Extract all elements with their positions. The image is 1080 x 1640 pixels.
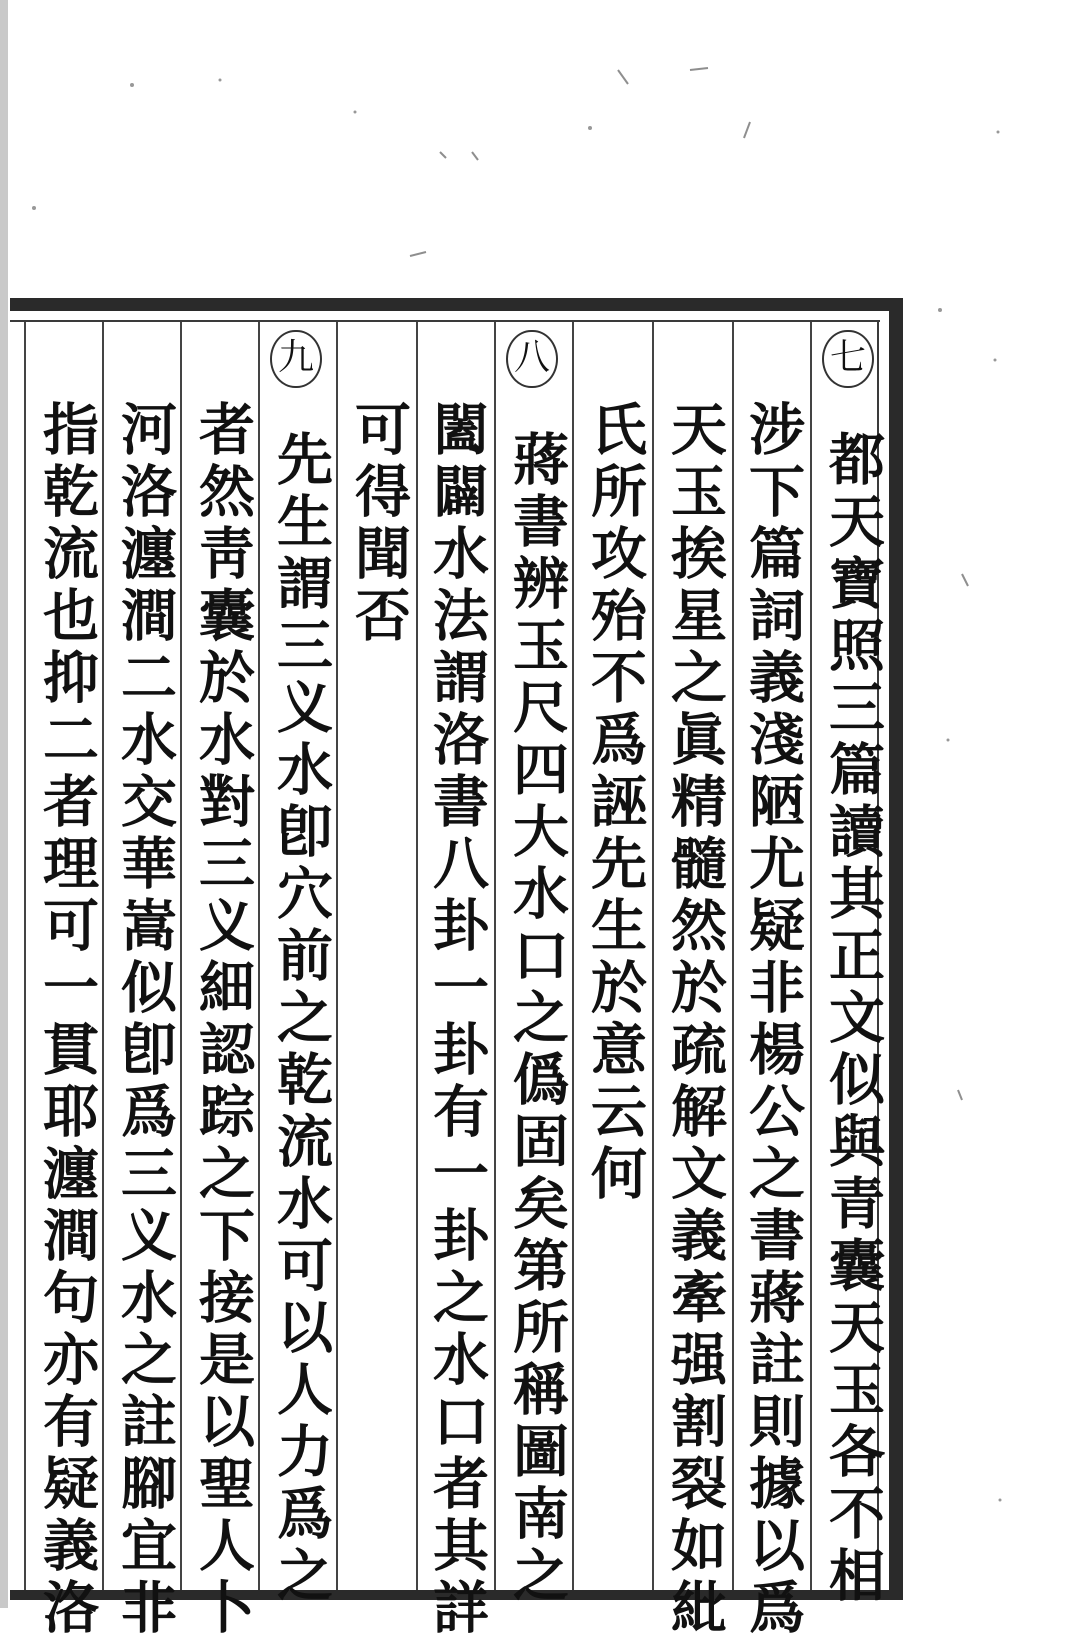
column-rule <box>810 322 812 1590</box>
text-column-1: 都天寶照三篇讀其正文似與青囊天玉各不相 <box>820 430 886 1608</box>
text-column-7: 可得聞否 <box>346 400 412 648</box>
column-rule <box>416 322 418 1590</box>
text-column-2: 涉下篇詞義淺陋尤疑非楊公之書蔣註則據以爲 <box>740 400 806 1640</box>
column-rule <box>652 322 654 1590</box>
text-column-3: 天玉挨星之眞精髓然於疏解文義牽强割裂如紕 <box>662 400 728 1640</box>
text-column-9: 者然靑囊於水對三义細認踪之下接是以聖人卜 <box>190 400 256 1640</box>
note-mark-seven: 七 <box>822 330 874 388</box>
scan-edge <box>0 0 8 1608</box>
column-rule <box>494 322 496 1590</box>
text-column-11: 指乾流也抑二者理可一貫耶瀍澗句亦有疑義洛 <box>34 400 100 1640</box>
inner-rule-top <box>10 320 880 322</box>
text-column-6: 闔闢水法謂洛書八卦一卦有一卦之水口者其詳 <box>424 400 490 1640</box>
note-mark-eight: 八 <box>506 330 558 388</box>
text-column-4: 氏所攻殆不爲誣先生於意云何 <box>582 400 648 1206</box>
text-column-8: 先生謂三义水卽穴前之乾流水可以人力爲之 <box>268 430 334 1608</box>
note-mark-nine: 九 <box>270 330 322 388</box>
text-column-10: 河洛瀍澗二水交華嵩似卽爲三义水之註腳宜非 <box>112 400 178 1640</box>
text-column-5: 蔣書辨玉尺四大水口之僞固矣第所稱圖南之 <box>504 430 570 1608</box>
column-rule <box>24 322 26 1590</box>
column-rule <box>732 322 734 1590</box>
